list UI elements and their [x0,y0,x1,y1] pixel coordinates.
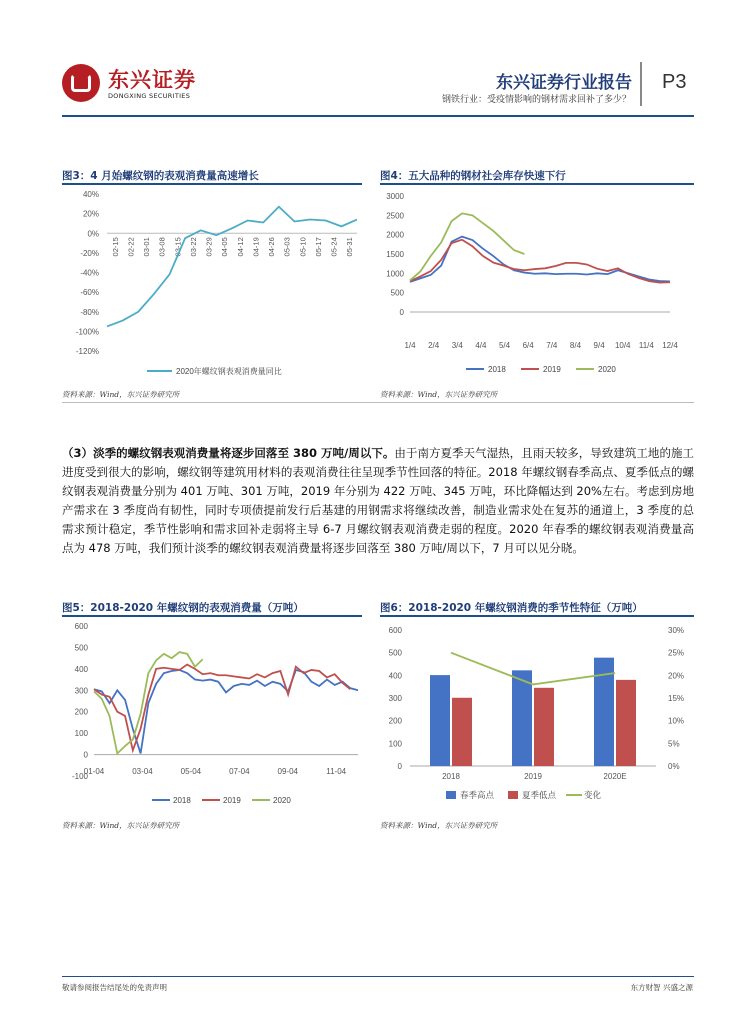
fig3-xtick: 04-05 [220,237,230,257]
paragraph-lead: （3）淡季的螺纹钢表观消费量将逐步回落至 380 万吨/周以下。 [62,446,395,460]
footer-slogan: 东方财智 兴盛之源 [630,983,693,992]
fig5-title: 图5：2018-2020 年螺纹钢的表观消费量（万吨） [62,602,304,614]
footer-rule [62,976,694,977]
fig3-ytick: -80% [80,307,99,317]
fig3-xtick: 03-22 [188,237,198,257]
fig4-xtick: 6/4 [522,341,534,350]
fig6-legend-label: 夏季低点 [522,790,557,800]
fig6-y2tick: 5% [668,739,680,749]
fig4-xtick: 8/4 [569,341,582,350]
fig4-xtick: 11/4 [638,341,654,350]
fig3-source: 资料来源：Wind，东兴证券研究所 [62,390,180,399]
fig3-legend-label: 2020年螺纹钢表观消费量同比 [176,367,282,376]
fig6-ytick: 600 [388,626,402,635]
fig3-xtick: 05-10 [298,237,308,257]
fig3-ytick: 40% [82,190,99,199]
fig4-xtick: 1/4 [404,341,416,350]
fig4-ytick: 1500 [386,250,404,259]
fig4-title-rule [380,183,694,185]
section-separator [62,402,694,403]
fig5-ytick: 0 [83,750,88,760]
fig6-bar-夏季低点 [534,688,554,766]
fig5-series [94,652,358,753]
fig4-ytick: 2500 [386,211,404,221]
logo-mark-icon [62,64,100,102]
fig5-ytick: 500 [74,643,88,653]
fig4-source: 资料来源：Wind，东兴证券研究所 [380,390,498,399]
fig6-bar-夏季低点 [616,680,636,766]
fig3-xtick: 04-19 [251,237,261,257]
fig3-chart [62,186,367,381]
fig3-ytick: -120% [75,347,99,356]
fig6-legend [446,790,602,800]
fig6-change-line [451,653,615,685]
fig5-ytick: 200 [74,707,88,717]
fig6-xtick: 2019 [524,772,542,781]
fig5-ytick: 100 [74,729,88,739]
header-rule [62,115,694,117]
fig6-chart [378,618,694,810]
fig3-ytick: 20% [82,209,99,219]
fig3-xtick: 03-01 [142,237,152,257]
fig6-ytick: 100 [388,739,402,749]
fig4-xtick: 7/4 [546,341,558,350]
paragraph-body: 由于南方夏季天气湿热，且雨天较多，导致建筑工地的施工进度受到很大的影响，螺纹钢等建筑用材料的表观消费往往呈现季节性回落的特征。2018 年螺纹钢春季高点、夏季低点的螺纹钢表观消费量分别为 401 万吨、301 万吨，2019 年分别为 422 万吨、345 万吨，环比降幅达到 20%左右。考虑到房地产需求在 3 季度尚有韧性，同时专项债提前发行后基建的用钢需求将继续改善，制造业需求处在复苏的通道上，3 季度的总需求预计稳定，季节性影响和需求回补走弱将主导 6-7 月螺纹钢表观消费走弱的程度。2020 年春季的螺纹钢表观消费量高点为 478 万吨，我们预计淡季的螺纹钢表观消费量将逐步回落至 380 万吨/周以下，7 月可以见分晓。 [62,446,694,555]
fig6-ytick: 200 [388,716,402,726]
fig5-ytick: 300 [74,686,88,696]
fig6-bar-春季高点 [430,675,450,766]
fig4-xtick: 3/4 [451,341,463,350]
logo-text-cn: 东兴证券 [108,68,196,92]
fig3-xtick: 02-15 [110,237,120,257]
fig6-bars [430,653,636,766]
fig3-xtick: 04-12 [235,237,245,257]
fig3-xtick: 05-31 [345,237,355,257]
fig4-xtick: 12/4 [662,341,678,350]
fig6-ytick: 400 [388,671,402,681]
fig3-xtick: 03-15 [173,237,183,257]
fig3-title-rule [62,183,362,185]
fig4-series [410,213,670,282]
fig5-xtick: 01-04 [83,767,105,776]
fig3-ytick: 0% [87,229,99,239]
fig6-y2tick: 25% [668,648,685,658]
logo-text-en: DONGXING SECURITIES [108,92,191,100]
fig3-ytick: -40% [80,268,99,278]
fig5-title-rule [62,615,362,617]
fig5-line-2019 [94,665,350,751]
fig5-ytick: 400 [74,664,88,674]
fig3-series-line [107,207,357,327]
fig3-xtick: 05-24 [329,237,339,257]
fig3-xtick: 05-03 [282,237,292,257]
fig6-title-rule [380,615,694,617]
fig6-ytick: 500 [388,648,402,658]
fig4-line-2020 [410,213,524,280]
fig5-xtick: 03-04 [132,767,153,776]
report-title: 东兴证券行业报告 [496,73,632,93]
fig3-xtick: 03-29 [204,237,214,257]
fig3-ytick: -100% [75,327,99,337]
fig4-legend-label: 2020 [598,365,616,374]
fig4-legend-label: 2019 [543,365,561,374]
fig4-legend-label: 2018 [488,365,506,374]
fig6-y2tick: 15% [668,694,685,703]
fig6-xtick: 2020E [603,772,627,781]
fig5-ytick: 600 [74,622,88,631]
fig5-chart [62,618,367,810]
fig5-xtick: 09-04 [277,767,298,776]
body-paragraph [62,444,694,558]
fig4-legend [466,365,616,374]
fig6-title: 图6：2018-2020 年螺纹钢消费的季节性特征（万吨） [380,602,643,614]
fig5-xtick: 07-04 [229,767,250,776]
fig4-line-2019 [410,240,670,283]
fig6-y2tick: 0% [668,762,680,771]
fig6-bar-春季高点 [512,670,532,766]
fig4-title: 图4：五大品种的钢材社会库存快速下行 [380,170,566,182]
fig3-axes [76,190,357,356]
page-number: P3 [662,71,687,93]
fig6-y2tick: 10% [668,716,685,726]
fig6-legend-swatch [508,791,518,799]
fig5-line-2018 [94,670,358,754]
fig5-legend [152,796,291,805]
fig3-xtick: 05-17 [313,237,323,257]
fig5-legend-label: 2020 [273,796,291,805]
fig5-legend-label: 2018 [173,796,191,805]
fig4-ytick: 1000 [386,269,404,279]
fig4-ytick: 500 [390,288,404,298]
fig6-source: 资料来源：Wind，东兴证券研究所 [380,821,498,830]
fig4-ytick: 2000 [386,230,404,240]
fig3-xtick: 03-08 [157,237,167,257]
fig5-source: 资料来源：Wind，东兴证券研究所 [62,821,180,830]
company-logo [62,62,212,108]
fig6-xtick: 2018 [442,772,460,781]
fig4-chart [378,186,694,381]
footer-disclaimer: 敬请参阅报告结尾处的免责声明 [62,983,167,992]
fig6-ytick: 300 [388,694,402,703]
fig6-legend-label: 春季高点 [460,790,495,800]
fig4-xtick: 5/4 [498,341,511,350]
fig4-xtick: 10/4 [614,341,631,350]
fig5-ytick: -100 [71,772,88,781]
fig6-legend-swatch [446,791,456,799]
fig5-axes [72,622,358,781]
fig6-bar-夏季低点 [452,698,472,766]
fig3-ytick: -60% [80,288,99,298]
fig3-xtick: 04-26 [267,237,277,257]
fig3-ytick: -20% [80,248,99,258]
fig4-ytick: 3000 [386,192,404,201]
fig4-xtick: 9/4 [593,341,605,350]
fig4-ytick: 0 [399,308,404,317]
fig6-ytick: 0 [397,762,402,771]
fig6-y2tick: 20% [668,671,685,681]
header-divider [640,62,642,106]
fig6-legend-label: 变化 [584,790,602,800]
fig4-xtick: 4/4 [475,341,487,350]
fig3-xtick: 02-22 [126,237,136,257]
fig4-xtick: 2/4 [428,341,440,350]
fig6-y2tick: 30% [668,626,685,635]
fig5-xtick: 05-04 [180,767,202,776]
fig5-xtick: 11-04 [326,767,347,776]
fig3-title: 图3：4 月始螺纹钢的表观消费量高速增长 [62,170,259,182]
report-subtitle: 钢铁行业：受疫情影响的钢材需求回补了多少？ [441,95,631,105]
fig5-legend-label: 2019 [223,796,241,805]
